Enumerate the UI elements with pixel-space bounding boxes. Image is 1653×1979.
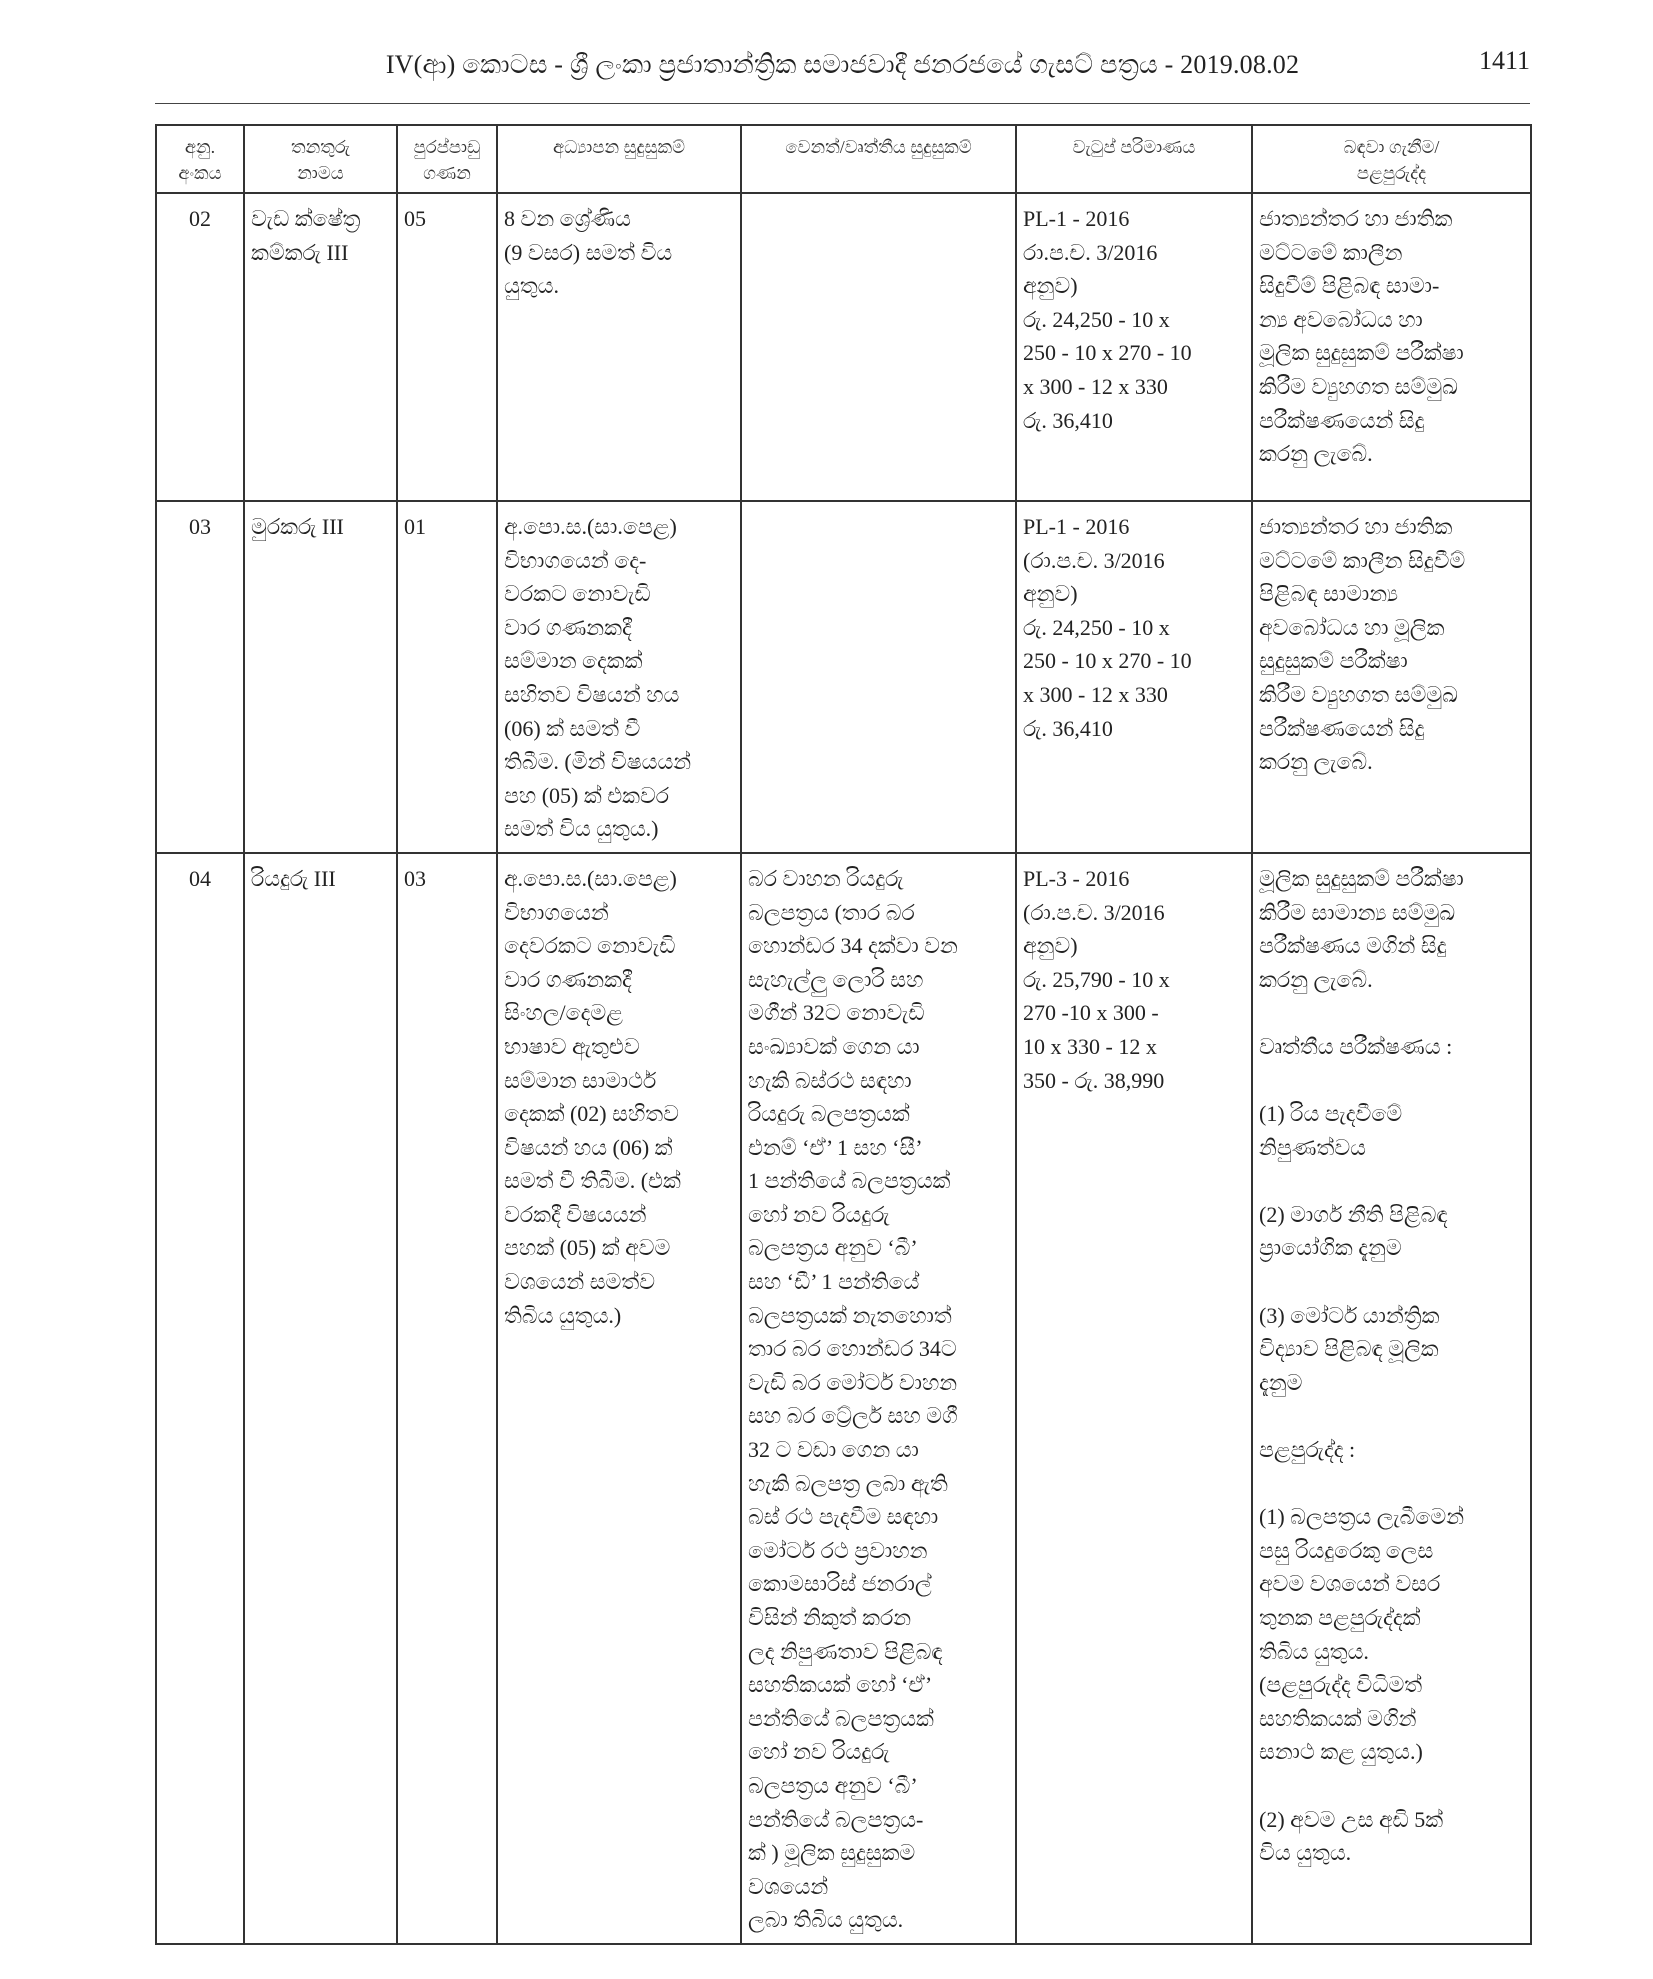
cell-line: සහ ‘ඩී’ 1 පන්තියේ — [748, 1269, 920, 1295]
cell-line: (රා.ප.ච. 3/2016 — [1023, 547, 1165, 573]
cell-line: කරනු ලැබේ. — [1259, 441, 1373, 467]
cell-line — [1259, 1064, 1524, 1098]
col-header-vacancies: පුරප්පාඩු ගණන — [397, 125, 497, 193]
cell-line: වැඩ ක්ෂේත්‍ර — [251, 206, 361, 231]
cell-number: 02 — [156, 193, 244, 501]
cell-line: තිබිය යුතුය.) — [504, 1302, 622, 1328]
cell-line: බලපත්‍රය අනුව ‘බී’ — [748, 1235, 918, 1261]
table-row — [156, 193, 1531, 501]
cell-line: මූලික සුදුසුකම් පරීක්ෂා — [1259, 340, 1464, 366]
cell-line: වරකදී විෂයයන් — [504, 1201, 647, 1227]
cell-line — [1259, 996, 1524, 1030]
cell-line: වශයෙන් — [748, 1873, 829, 1899]
cell-line: ජාත්‍යන්තර හා ජාතික — [1259, 514, 1453, 539]
cell-line: මට්ටමේ කාලීන සිදුවීම් — [1259, 547, 1466, 573]
cell-line: (පළපුරුද්ද විධිමත් — [1259, 1672, 1423, 1698]
cell-line: අනුව) — [1023, 581, 1078, 607]
table-row — [156, 501, 1531, 853]
cell-line: රියදුරු බලපත්‍රයක් — [748, 1101, 910, 1127]
col-header-other-qualifications: වෙනත්/වෘත්තීය සුදුසුකම් — [741, 125, 1016, 193]
cell-line — [1259, 1164, 1524, 1198]
cell-line: පරීක්ෂණයෙන් සිදු — [1259, 407, 1425, 433]
cell-line: (2) මාර්ග නීති පිළිබඳ — [1259, 1201, 1448, 1227]
cell-line: වරකට නොවැඩි — [504, 581, 651, 607]
cell-number: 03 — [156, 501, 244, 853]
cell-line: අනුව) — [1023, 273, 1078, 299]
cell-salary-scale — [1016, 501, 1252, 853]
cell-line: වෘත්තීය පරීක්ෂණය : — [1259, 1033, 1453, 1059]
cell-line: කරනු ලැබේ. — [1259, 749, 1373, 775]
cell-line: අ.පො.ස.(සා.පෙළ) — [504, 514, 677, 539]
cell-post-name — [244, 501, 397, 853]
cell-line: කරනු ලැබේ. — [1259, 966, 1373, 992]
cell-line: සහ බර ට්‍රේලර් සහ මගී — [748, 1403, 958, 1429]
cell-line: (1) රිය පැදවීමේ — [1259, 1101, 1403, 1127]
cell-line: එනම් ‘ඒ’ 1 සහ ‘සී’ — [748, 1134, 923, 1160]
cell-line: වාර ගණනකදී — [504, 966, 632, 992]
cell-line — [1259, 1399, 1524, 1433]
cell-line: පන්තියේ බලපත්‍රයක් — [748, 1705, 934, 1731]
cell-line: 250 - 10 x 270 - 10 — [1023, 340, 1192, 366]
cell-line: මට්ටමේ කාලීන — [1259, 239, 1403, 265]
cell-line: PL-1 - 2016 — [1023, 206, 1130, 231]
cell-vacancies: 05 — [397, 193, 497, 501]
cell-number: 04 — [156, 853, 244, 1944]
cell-line: රියදුරු III — [251, 865, 336, 891]
cell-line: භාෂාව ඇතුළුව — [504, 1033, 640, 1059]
cell-salary-scale — [1016, 853, 1252, 1944]
cell-line: රු. 36,410 — [1023, 715, 1113, 741]
cell-line — [1259, 1467, 1524, 1501]
cell-vacancies: 03 — [397, 853, 497, 1944]
cell-recruitment — [1252, 501, 1531, 853]
cell-post-name — [244, 853, 397, 1944]
cell-line: විද්‍යාව පිළිබඳ මූලික — [1259, 1336, 1439, 1362]
cell-line: පහක් (05) ක් අවම — [504, 1235, 671, 1261]
cell-line: රා.ප.ච. 3/2016 — [1023, 239, 1158, 265]
cell-line: 8 වන ශ්‍රේණිය — [504, 206, 631, 231]
cell-education — [497, 193, 741, 501]
cell-line: රු. 25,790 - 10 x — [1023, 966, 1170, 992]
cell-line: පරීක්ෂණය මගින් සිදු — [1259, 933, 1447, 959]
cell-line: සහිතව විෂයන් හය — [504, 681, 680, 707]
cell-line: නිපුණත්වය — [1259, 1134, 1366, 1160]
cell-line: හොන්ඩර 34 දක්වා වන — [748, 933, 958, 959]
cell-recruitment — [1252, 193, 1531, 501]
cell-line: කොමසාරිස් ජනරාල් — [748, 1571, 932, 1597]
cell-line: තාර බර හොන්ඩර 34ට — [748, 1336, 957, 1362]
cell-line: කිරීම ව්‍යුහගත සම්මුඛ — [1259, 373, 1458, 399]
cell-line: 270 -10 x 300 - — [1023, 1000, 1159, 1026]
cell-line: සහතිකයක් මගින් — [1259, 1705, 1417, 1731]
cell-line: සම්මාන සාමාර්ථ — [504, 1067, 657, 1093]
cell-line: අවම වශයෙන් වසර — [1259, 1571, 1441, 1597]
cell-line: සැහැල්ලු ලොරි සහ — [748, 966, 924, 992]
cell-line: සම්මාන දෙකක් — [504, 648, 643, 674]
col-header-education: අධ්‍යාපන සුදුසුකම් — [497, 125, 741, 193]
cell-line: මූලික සුදුසුකම් පරීක්ෂා — [1259, 865, 1464, 891]
cell-line: x 300 - 12 x 330 — [1023, 373, 1168, 399]
cell-line: සහතිකයක් හෝ ‘ඒ’ — [748, 1672, 933, 1698]
cell-line: හෝ නව රියදුරු — [748, 1201, 890, 1227]
cell-line: 10 x 330 - 12 x — [1023, 1033, 1157, 1059]
table-header-row — [156, 125, 1531, 193]
cell-line: තිබිය යුතුය. — [1259, 1638, 1369, 1664]
vacancy-table — [155, 124, 1532, 1945]
cell-line: පන්තියේ බලපත්‍රය- — [748, 1806, 924, 1832]
cell-line: අනුව) — [1023, 933, 1078, 959]
cell-line — [1259, 1769, 1524, 1803]
cell-line: (2) අවම උස අඩි 5ක් — [1259, 1806, 1444, 1832]
cell-line: ක් ) මූලික සුදුසුකම — [748, 1840, 916, 1866]
cell-line: හැකි බස්රථ සඳහා — [748, 1067, 912, 1093]
cell-line: x 300 - 12 x 330 — [1023, 681, 1168, 707]
cell-education — [497, 501, 741, 853]
cell-line: රු. 24,250 - 10 x — [1023, 614, 1170, 640]
cell-line: බර වාහන රියදුරු — [748, 865, 904, 891]
cell-line: දැනුම — [1259, 1369, 1303, 1395]
cell-line: තිබීම. (මින් විෂයයන් — [504, 749, 692, 775]
cell-line: මගීන් 32ට නොවැඩි — [748, 1000, 925, 1026]
cell-line: රු. 24,250 - 10 x — [1023, 306, 1170, 332]
cell-line: සමත් වී තිබීම. (එක් — [504, 1168, 681, 1194]
cell-line: PL-3 - 2016 — [1023, 865, 1130, 891]
page-header — [155, 44, 1530, 100]
cell-other-qualifications — [741, 501, 1016, 853]
cell-line: වශයෙන් සමත්ව — [504, 1269, 656, 1295]
cell-line: අ.පො.ස.(සා.පෙළ) — [504, 865, 677, 891]
cell-line: විෂයන් හය (06) ක් — [504, 1134, 673, 1160]
cell-line: විභාගයෙන් දෙ- — [504, 547, 647, 573]
cell-line — [1259, 1265, 1524, 1299]
cell-line: PL-1 - 2016 — [1023, 514, 1130, 539]
cell-salary-scale — [1016, 193, 1252, 501]
cell-line: බලපත්‍රයක් නැතහොත් — [748, 1302, 952, 1328]
cell-line: සිංහල/දෙමළ — [504, 1000, 623, 1026]
cell-line: අවබෝධය හා මූලික — [1259, 614, 1445, 640]
page-number: 1411 — [1478, 46, 1530, 75]
cell-line: ලබා තිබිය යුතුය. — [748, 1907, 904, 1933]
cell-line: වාර ගණනකදී — [504, 614, 632, 640]
cell-line: දෙකක් (02) සහිතව — [504, 1101, 679, 1127]
cell-line: සනාථ කළ යුතුය.) — [1259, 1739, 1423, 1765]
cell-line: පිළිබඳ සාමාන්‍ය — [1259, 581, 1399, 607]
cell-line: වැඩි බර මෝටර් වාහන — [748, 1369, 958, 1395]
cell-line: (06) ක් සමත් වී — [504, 715, 641, 741]
cell-line: තුනක පළපුරුද්දක් — [1259, 1605, 1421, 1630]
cell-line: හැකි බලපත්‍ර ලබා ඇති — [748, 1470, 948, 1496]
cell-line: දෙවරකට නොවැඩි — [504, 933, 676, 959]
cell-line: කිරීම ව්‍යුහගත සම්මුඛ — [1259, 681, 1458, 707]
cell-line: කම්කරු III — [251, 239, 349, 265]
cell-line: ලද නිපුණතාව පිළිබඳ — [748, 1638, 943, 1664]
cell-line: බලපත්‍රය අනුව ‘බී’ — [748, 1772, 918, 1798]
cell-line: (9 වසර) සමත් විය — [504, 239, 673, 265]
cell-line: පළපුරුද්ද : — [1259, 1437, 1356, 1463]
cell-line: පසු රියදුරෙකු ලෙස — [1259, 1537, 1434, 1563]
cell-recruitment — [1252, 853, 1531, 1944]
cell-other-qualifications — [741, 193, 1016, 501]
table-body — [156, 193, 1531, 1944]
cell-line: සමත් විය යුතුය.) — [504, 816, 659, 842]
cell-line: බලපත්‍රය (තාර බර — [748, 899, 915, 925]
cell-education — [497, 853, 741, 1944]
col-header-no: අනු. අංකය — [156, 125, 244, 193]
cell-line: විසින් නිකුත් කරන — [748, 1605, 912, 1630]
cell-line: (රා.ප.ච. 3/2016 — [1023, 899, 1165, 925]
cell-line: විභාගයෙන් — [504, 899, 609, 925]
cell-line: (1) බලපත්‍රය ලැබීමෙන් — [1259, 1504, 1465, 1530]
cell-line: විය යුතුය. — [1259, 1840, 1352, 1866]
cell-line: රු. 36,410 — [1023, 407, 1113, 433]
cell-line: මුරකරු III — [251, 514, 344, 539]
cell-other-qualifications — [741, 853, 1016, 1944]
cell-line: (3) මෝටර් යාන්ත්‍රික — [1259, 1302, 1440, 1328]
cell-line: 250 - 10 x 270 - 10 — [1023, 648, 1192, 674]
col-header-salary: වැටුප් පරිමාණය — [1016, 125, 1252, 193]
cell-line: සිදුවීම් පිළිබඳ සාමා- — [1259, 273, 1440, 299]
cell-line: යුතුය. — [504, 273, 560, 299]
col-header-post: තනතුරු නාමය — [244, 125, 397, 193]
cell-line: ජාත්‍යන්තර හා ජාතික — [1259, 206, 1453, 231]
cell-line: පරීක්ෂණයෙන් සිදු — [1259, 715, 1425, 741]
cell-line: ප්‍රායෝගික දැනුම — [1259, 1235, 1402, 1261]
cell-line: කිරීම සාමාන්‍ය සම්මුඛ — [1259, 899, 1456, 925]
cell-line: සුදුසුකම් පරීක්ෂා — [1259, 648, 1408, 674]
gazette-title: IV(ආ) කොටස - ශ්‍රී ලංකා ප්‍රජාතාන්ත්‍රික සමාජවාදී ජනරජයේ ගැසට් පත්‍රය - 2019.08.02 — [385, 50, 1300, 79]
cell-line: 1 පන්තියේ බලපත්‍රයක් — [748, 1168, 951, 1194]
header-rule — [155, 103, 1530, 104]
cell-vacancies: 01 — [397, 501, 497, 853]
table-row — [156, 853, 1531, 1944]
cell-line: පහ (05) ක් එකවර — [504, 782, 670, 808]
cell-line: මෝටර් රථ ප්‍රවාහන — [748, 1537, 928, 1563]
cell-post-name — [244, 193, 397, 501]
col-header-recruitment: බඳවා ගැනීම/ පළපුරුද්ද — [1252, 125, 1531, 193]
cell-line: හෝ නව රියදුරු — [748, 1739, 890, 1765]
cell-line: සංඛ්‍යාවක් ගෙන යා — [748, 1033, 920, 1059]
cell-line: බස් රථ පැදවීම සඳහා — [748, 1504, 939, 1530]
cell-line: න්‍ය අවබෝධය හා — [1259, 306, 1423, 332]
cell-line: 350 - රු. 38,990 — [1023, 1067, 1165, 1093]
cell-line: 32 ට වඩා ගෙන යා — [748, 1437, 919, 1463]
